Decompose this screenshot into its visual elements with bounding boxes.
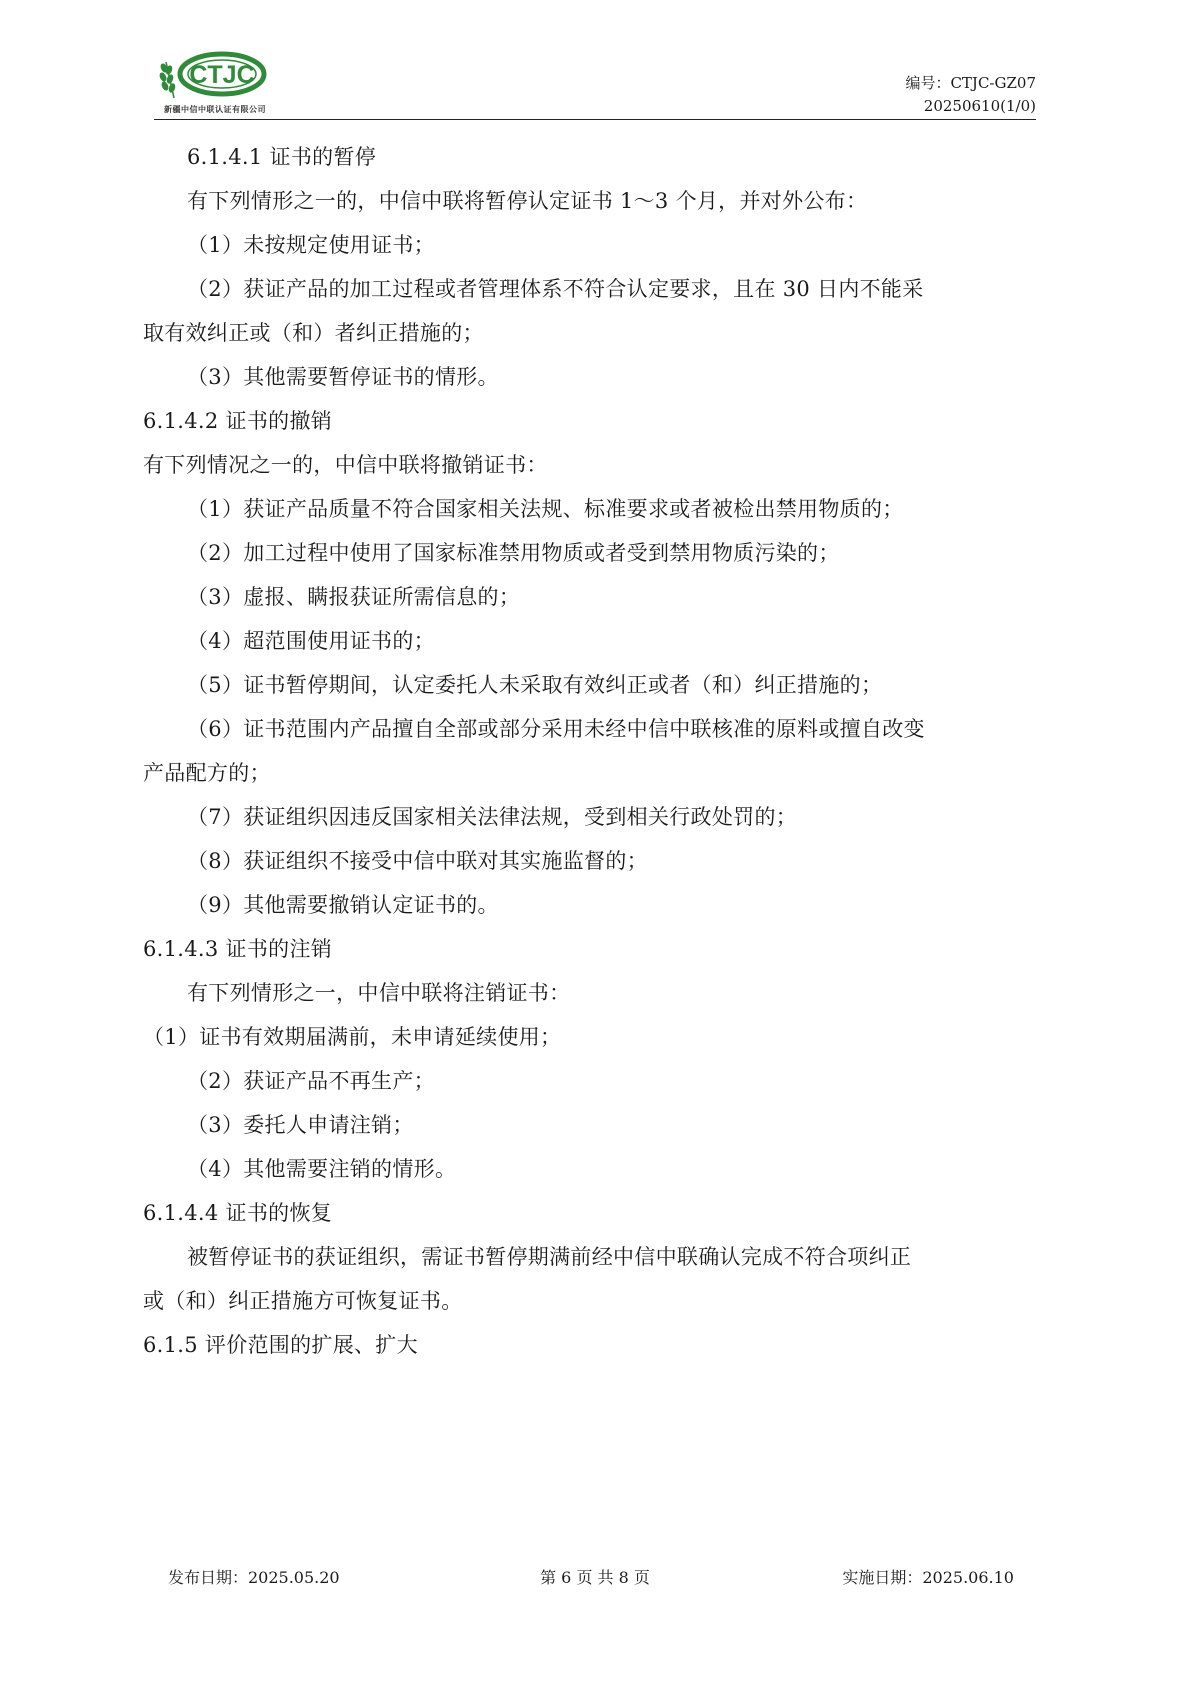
document-version: 20250610(1/0) <box>923 97 1036 115</box>
section-heading: 6.1.5 评价范围的扩展、扩大 <box>143 1333 418 1357</box>
company-name: 新疆中信中联认证有限公司 <box>164 105 266 114</box>
logo-text: CTJC <box>189 61 255 89</box>
list-item: （5）证书暂停期间，认定委托人未采取有效纠正或者（和）纠正措施的； <box>187 673 883 697</box>
list-item: （2）加工过程中使用了国家标准禁用物质或者受到禁用物质污染的； <box>187 541 840 565</box>
section-heading: 6.1.4.4 证书的恢复 <box>143 1201 333 1225</box>
list-item: （3）虚报、瞒报获证所需信息的； <box>187 585 521 609</box>
logo-emblem-icon <box>156 48 274 108</box>
paragraph-line: 有下列情形之一，中信中联将注销证书： <box>187 981 571 1005</box>
list-item: （6）证书范围内产品擅自全部或部分采用未经中信中联核准的原料或擅自改变 <box>187 717 925 741</box>
page-number: 第 6 页 共 8 页 <box>540 1568 650 1587</box>
paragraph-line: 有下列情形之一的，中信中联将暂停认定证书 1～3 个月，并对外公布： <box>187 189 868 213</box>
list-item: （4）超范围使用证书的； <box>187 629 435 653</box>
effective-date: 实施日期：2025.06.10 <box>842 1568 1014 1587</box>
list-item: （3）其他需要暂停证书的情形。 <box>187 365 499 389</box>
section-heading: 6.1.4.1 证书的暂停 <box>187 145 377 169</box>
paragraph-line: 被暂停证书的获证组织，需证书暂停期满前经中信中联确认完成不符合项纠正 <box>187 1245 912 1269</box>
paragraph-line: 或（和）纠正措施方可恢复证书。 <box>143 1289 463 1313</box>
list-item: （1）证书有效期届满前，未申请延续使用； <box>143 1025 562 1049</box>
list-item-continuation: 产品配方的； <box>143 761 271 785</box>
list-item: （1）未按规定使用证书； <box>187 233 435 257</box>
list-item: （8）获证组织不接受中信中联对其实施监督的； <box>187 849 648 873</box>
list-item: （9）其他需要撤销认定证书的。 <box>187 893 499 917</box>
list-item-continuation: 取有效纠正或（和）者纠正措施的； <box>143 321 484 345</box>
issue-date: 发布日期：2025.05.20 <box>168 1568 340 1587</box>
header-divider <box>154 119 1036 120</box>
list-item: （2）获证产品不再生产； <box>187 1069 435 1093</box>
list-item: （1）获证产品质量不符合国家相关法规、标准要求或者被检出禁用物质的； <box>187 497 904 521</box>
paragraph-line: 有下列情况之一的，中信中联将撤销证书： <box>143 453 548 477</box>
section-heading: 6.1.4.3 证书的注销 <box>143 937 333 961</box>
list-item: （2）获证产品的加工过程或者管理体系不符合认定要求，且在 30 日内不能采 <box>187 277 924 301</box>
company-logo <box>156 48 274 118</box>
document-code: 编号：CTJC-GZ07 <box>905 74 1036 92</box>
list-item: （7）获证组织因违反国家相关法律法规，受到相关行政处罚的； <box>187 805 798 829</box>
list-item: （3）委托人申请注销； <box>187 1113 414 1137</box>
section-heading: 6.1.4.2 证书的撤销 <box>143 409 333 433</box>
list-item: （4）其他需要注销的情形。 <box>187 1157 457 1181</box>
